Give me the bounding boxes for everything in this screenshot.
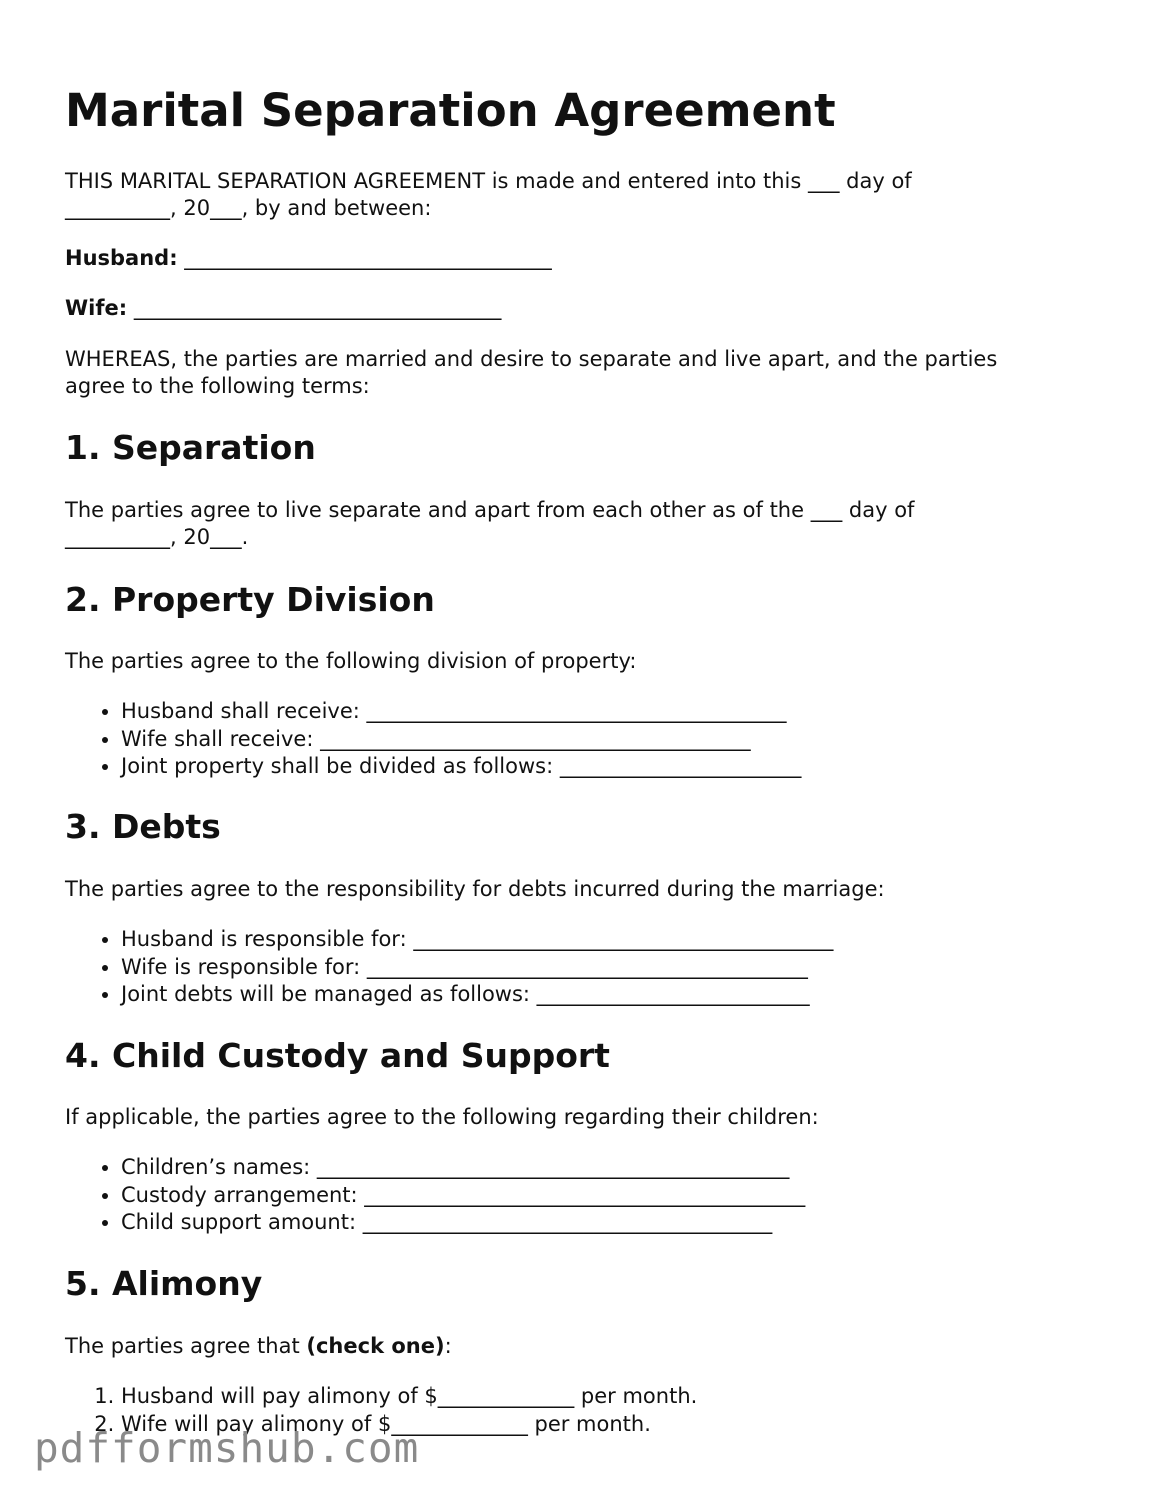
list-item[interactable]: • Wife is responsible for: __________________________________________ — [121, 954, 1101, 982]
intro-line-1: THIS MARITAL SEPARATION AGREEMENT is made and entered into this ___ day of — [65, 169, 912, 193]
husband-field[interactable] — [65, 245, 1095, 272]
list-item[interactable]: • Joint debts will be managed as follows: __________________________ — [121, 981, 1101, 1009]
section-property-heading: 2. Property Division — [65, 580, 435, 619]
separation-line-1: The parties agree to live separate and apart from each other as of the ___ day of — [65, 498, 915, 522]
custody-list — [65, 1154, 1101, 1237]
separation-paragraph — [65, 497, 1095, 551]
husband-blank[interactable]: ___________________________________ — [184, 246, 552, 270]
separation-line-2: __________, 20___. — [65, 525, 249, 549]
section-debts-heading: 3. Debts — [65, 807, 221, 846]
section-separation-heading: 1. Separation — [65, 428, 316, 467]
whereas-line-2: agree to the following terms: — [65, 374, 370, 398]
debts-list — [65, 926, 1101, 1009]
list-item[interactable]: • Custody arrangement: __________________________________________ — [121, 1182, 1101, 1210]
list-item[interactable]: • Husband is responsible for: ________________________________________ — [121, 926, 1101, 954]
custody-intro: If applicable, the parties agree to the following regarding their children: — [65, 1105, 819, 1129]
property-list — [65, 698, 1101, 781]
whereas-paragraph — [65, 346, 1095, 400]
list-item[interactable]: • Joint property shall be divided as follows: _______________________ — [121, 753, 1101, 781]
intro-paragraph — [65, 168, 1095, 222]
section-alimony-heading: 5. Alimony — [65, 1264, 263, 1303]
whereas-line-1: WHEREAS, the parties are married and desire to separate and live apart, and the parties — [65, 347, 998, 371]
list-item[interactable]: • Children’s names: _____________________________________________ — [121, 1154, 1101, 1182]
wife-label: Wife: — [65, 296, 128, 320]
list-item[interactable]: 1. Husband will pay alimony of $_____________ per month. — [121, 1383, 1101, 1411]
list-item[interactable]: 2. Wife will pay alimony of $_____________ per month. — [121, 1411, 1101, 1439]
alimony-intro — [65, 1333, 1095, 1360]
alimony-intro-colon: : — [444, 1334, 452, 1358]
wife-blank[interactable]: ___________________________________ — [133, 296, 502, 320]
alimony-check-one: (check one) — [306, 1334, 445, 1358]
section-custody-heading: 4. Child Custody and Support — [65, 1036, 610, 1075]
watermark: pdfformshub.com — [34, 1424, 420, 1472]
document-title: Marital Separation Agreement — [65, 84, 836, 137]
alimony-intro-text: The parties agree that — [65, 1334, 307, 1358]
wife-field[interactable] — [65, 295, 1095, 322]
husband-label: Husband: — [65, 246, 178, 270]
debts-intro: The parties agree to the responsibility for debts incurred during the marriage: — [65, 877, 885, 901]
intro-line-2: __________, 20___, by and between: — [65, 196, 432, 220]
list-item[interactable]: • Child support amount: _______________________________________ — [121, 1209, 1101, 1237]
property-intro: The parties agree to the following division of property: — [65, 649, 637, 673]
list-item[interactable]: • Husband shall receive: ________________________________________ — [121, 698, 1101, 726]
list-item[interactable]: • Wife shall receive: _________________________________________ — [121, 726, 1101, 754]
